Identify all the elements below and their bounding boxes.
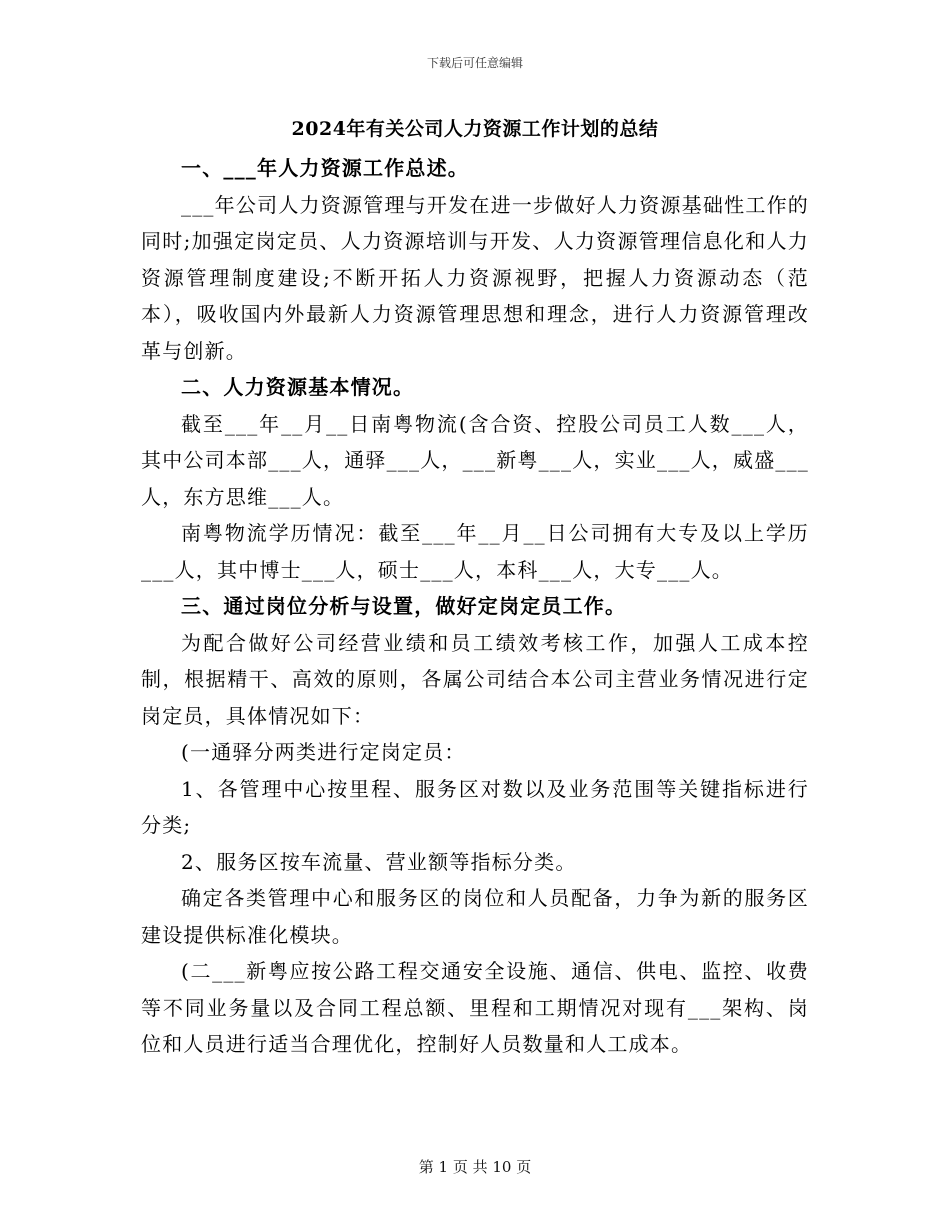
page-number: 第 1 页 共 10 页 [418,1158,532,1176]
paragraph: 南粤物流学历情况：截至___年__月__日公司拥有大专及以上学历___人，其中博士___人，硕士___人，本科___人，大专___人。 [141,521,809,582]
document-body [141,150,809,1063]
paragraph: (二___新粤应按公路工程交通安全设施、通信、供电、监控、收费等不同业务量以及合同工程总额、里程和工期情况对现有___架构、岗位和人员进行适当合理优化，控制好人员数量和人工成本。 [141,959,809,1056]
section-heading: 一、___年人力资源工作总述。 [181,156,469,180]
section-heading: 二、人力资源基本情况。 [181,375,415,399]
paragraph: 1、各管理中心按里程、服务区对数以及业务范围等关键指标进行分类; [141,776,809,837]
paragraph: (一通驿分两类进行定岗定员： [181,740,466,764]
header-note: 下载后可任意编辑 [426,56,523,70]
paragraph: 为配合做好公司经营业绩和员工绩效考核工作，加强人工成本控制，根据精干、高效的原则，各属公司结合本公司主营业务情况进行定岗定员，具体情况如下： [141,630,809,728]
document-title: 2024年有关公司人力资源工作计划的总结 [291,118,659,140]
paragraph: 确定各类管理中心和服务区的岗位和人员配备，力争为新的服务区建设提供标准化模块。 [141,886,809,947]
paragraph: 2、服务区按车流量、营业额等指标分类。 [181,849,577,874]
section-heading: 三、通过岗位分析与设置，做好定岗定员工作。 [181,594,627,618]
paragraph: ___年公司人力资源管理与开发在进一步做好人力资源基础性工作的同时;加强定岗定员、人力资源培训与开发、人力资源管理信息化和人力资源管理制度建设;不断开拓人力资源视野，把握人力资源动态（范本），吸收国内外最新人力资源管理思想和理念，进行人力资源管理改革与创新。 [141,192,809,363]
paragraph: 截至___年__月__日南粤物流(含合资、控股公司员工人数___人，其中公司本部___人，通驿___人，___新粤___人，实业___人，威盛___人，东方思维___人。 [141,411,809,509]
